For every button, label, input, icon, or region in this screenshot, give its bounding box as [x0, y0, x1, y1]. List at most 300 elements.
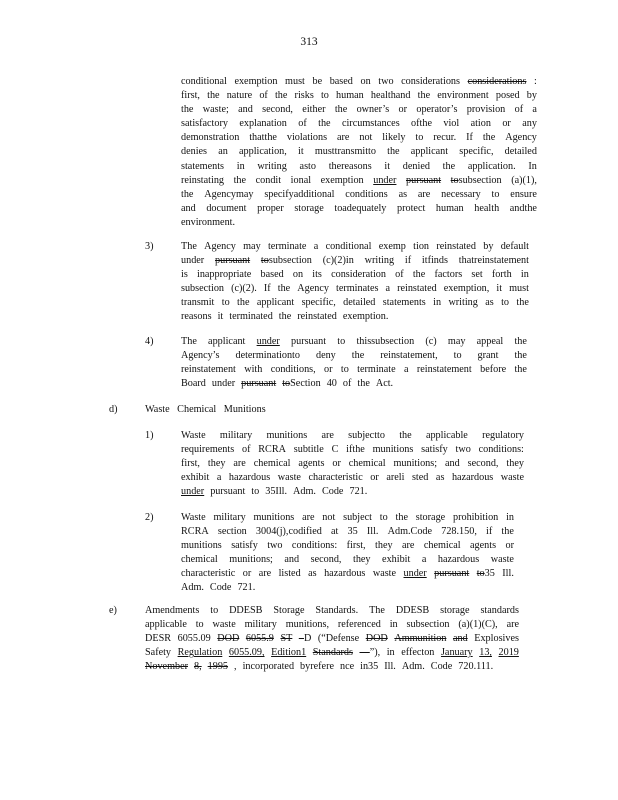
- word: are: [302, 512, 315, 523]
- text-line: [145, 618, 519, 632]
- word: the: [412, 269, 426, 281]
- word: human: [336, 90, 364, 102]
- word: sted: [411, 472, 429, 484]
- word: the: [501, 526, 514, 538]
- word: subsection: [406, 619, 450, 631]
- text-line: [181, 75, 537, 89]
- word: in: [389, 619, 398, 631]
- word: Waste: [181, 430, 206, 441]
- word: the: [278, 311, 292, 323]
- word: circumstances: [341, 118, 400, 130]
- word: application.: [467, 160, 516, 172]
- word: Code: [321, 486, 344, 498]
- word: as: [435, 472, 445, 484]
- word: health: [474, 202, 500, 214]
- word: munitions: [372, 444, 414, 456]
- word: conditions,: [270, 364, 316, 376]
- word: a: [313, 241, 319, 252]
- word: factors: [434, 269, 463, 281]
- word: 721.: [237, 582, 256, 594]
- word: (“Defense: [317, 633, 360, 645]
- text-line: [181, 511, 514, 525]
- word: nature: [226, 90, 253, 102]
- word: may: [243, 241, 261, 252]
- item-3-text: [181, 240, 529, 325]
- word: they: [375, 540, 393, 552]
- word: (a)(1)(C),: [458, 619, 498, 631]
- text-line: [181, 471, 524, 485]
- word: in: [520, 269, 529, 281]
- text-line: [181, 363, 527, 377]
- word: the: [207, 90, 220, 102]
- word: the: [399, 430, 412, 441]
- word: andthe: [509, 202, 537, 214]
- word: deny: [315, 350, 336, 362]
- word: to: [320, 90, 329, 102]
- word: the: [442, 160, 456, 172]
- word: they: [506, 458, 524, 470]
- word: military: [213, 512, 246, 523]
- word: or: [505, 540, 514, 552]
- item-d1-marker: 1): [145, 430, 154, 441]
- word: owner’s: [356, 104, 390, 116]
- word: 728.150,: [441, 526, 477, 538]
- word: 1995: [207, 661, 229, 673]
- word: ofthe: [411, 118, 432, 130]
- word: waste: [372, 568, 397, 580]
- word: in: [433, 297, 442, 309]
- word: the: [417, 90, 431, 102]
- word: the: [482, 132, 496, 144]
- text-line: [181, 188, 537, 202]
- word: protect: [397, 202, 426, 214]
- word: 6055.9: [245, 633, 274, 645]
- word: the: [351, 350, 365, 362]
- word: by: [526, 90, 537, 102]
- word: (c)(2)in: [322, 255, 354, 267]
- word: 35: [347, 526, 358, 538]
- word: human: [435, 202, 464, 214]
- word: waste: [277, 472, 301, 484]
- word: any: [522, 118, 537, 130]
- word: are: [401, 540, 415, 552]
- word: two: [455, 444, 471, 456]
- word: second,: [262, 104, 293, 116]
- word: statements: [382, 297, 426, 309]
- word: subtitle: [293, 444, 324, 456]
- word: denied: [402, 160, 430, 172]
- word: violations: [286, 132, 328, 144]
- text-line: [181, 525, 514, 539]
- word: ensure: [510, 188, 537, 200]
- word: Code: [209, 582, 232, 594]
- word: exemp: [378, 241, 406, 252]
- word: Adm.: [401, 661, 425, 673]
- word: DDESB: [395, 605, 430, 616]
- word: in: [386, 647, 395, 659]
- word: to35: [476, 568, 495, 580]
- word: Agency: [505, 132, 537, 144]
- word: to: [221, 297, 230, 309]
- word: considerations: [401, 76, 460, 87]
- word: :: [534, 76, 537, 87]
- word: not: [322, 512, 336, 523]
- word: specific,: [459, 146, 494, 158]
- word: on: [360, 76, 371, 87]
- word: Adm.Code: [387, 526, 433, 538]
- word: under: [181, 486, 205, 498]
- word: Edition1: [271, 647, 307, 659]
- text-line: [181, 377, 527, 391]
- word: standards: [480, 605, 519, 616]
- text-line: [181, 174, 537, 188]
- word: Ill.: [502, 568, 514, 580]
- word: inappropriate: [196, 269, 252, 281]
- word: in: [236, 160, 245, 172]
- word: transmit: [181, 297, 215, 309]
- word: likely: [382, 132, 406, 144]
- word: section: [217, 526, 247, 538]
- word: exemption: [234, 76, 278, 87]
- word: (c): [425, 336, 437, 347]
- text-line: [181, 581, 514, 595]
- text-line: [145, 604, 519, 618]
- word: specific,: [301, 297, 336, 309]
- word: a: [216, 472, 222, 484]
- word: DOD: [217, 633, 240, 645]
- word: military: [244, 619, 277, 631]
- word: and: [181, 202, 196, 214]
- word: 720.111.: [458, 661, 494, 673]
- word: RCRA: [181, 526, 209, 538]
- text-line: [145, 632, 519, 646]
- word: grant: [477, 350, 499, 362]
- page-number: 313: [300, 36, 318, 48]
- word: operator’s: [416, 104, 458, 116]
- word: the: [387, 146, 400, 158]
- word: to: [340, 364, 349, 376]
- word: in35: [360, 661, 379, 673]
- word: nce: [339, 661, 355, 673]
- word: a: [421, 554, 427, 566]
- word: of: [514, 104, 524, 116]
- word: or: [502, 118, 511, 130]
- word: conditions:: [291, 540, 338, 552]
- word: Waste: [181, 512, 206, 523]
- word: military: [219, 430, 253, 441]
- word: subjectto: [348, 430, 385, 441]
- word: or: [242, 568, 252, 580]
- section-d-heading: Waste Chemical Munitions: [145, 404, 266, 415]
- word: thereasons: [328, 160, 372, 172]
- word: they: [352, 554, 371, 566]
- word: exemption: [320, 174, 364, 186]
- word: Agency’s: [181, 350, 220, 362]
- word: 13,: [479, 647, 492, 659]
- word: a: [532, 104, 537, 116]
- word: it: [496, 283, 503, 295]
- word: satisfactory: [181, 118, 228, 130]
- text-line: [181, 117, 537, 131]
- word: DOD: [365, 633, 388, 645]
- text-line: [181, 539, 514, 553]
- word: munitions;: [229, 554, 273, 566]
- word: under: [373, 174, 397, 186]
- word: hazardous: [437, 554, 480, 566]
- text-line: [181, 429, 524, 443]
- word: are: [417, 188, 431, 200]
- word: byrefere: [300, 661, 334, 673]
- word: satisfy: [421, 444, 448, 456]
- word: not: [359, 132, 373, 144]
- item-d2-text: [181, 511, 514, 596]
- word: tosubsection: [450, 174, 502, 186]
- word: DDESB: [229, 605, 263, 616]
- word: provision: [466, 104, 506, 116]
- word: default: [500, 241, 529, 252]
- word: satisfy: [231, 540, 258, 552]
- text-line: [181, 254, 529, 268]
- word: and: [444, 458, 460, 470]
- word: under: [181, 255, 205, 267]
- word: based: [260, 269, 284, 281]
- word: hazardous: [228, 472, 271, 484]
- text-line: [181, 457, 524, 471]
- word: storage: [294, 202, 324, 214]
- word: second,: [310, 554, 342, 566]
- word: ional: [290, 174, 312, 186]
- word: first,: [346, 540, 366, 552]
- word: to: [491, 188, 500, 200]
- word: pursuant: [241, 378, 277, 390]
- word: reinstated: [297, 311, 337, 323]
- word: –D: [298, 633, 312, 645]
- word: necessary: [441, 188, 481, 200]
- word: environment.: [181, 216, 236, 228]
- word: exhibit: [181, 472, 210, 484]
- word: characteristic: [181, 568, 236, 580]
- word: waste: [500, 472, 524, 484]
- word: prohibition: [452, 512, 499, 523]
- word: posed: [495, 90, 520, 102]
- word: applicable: [425, 430, 468, 441]
- word: 721.: [349, 486, 368, 498]
- word: applicant: [208, 336, 246, 347]
- word: statements: [181, 160, 225, 172]
- word: exemption,: [443, 283, 490, 295]
- word: second,: [467, 458, 499, 470]
- text-line: [181, 145, 537, 159]
- word: pursuant: [210, 486, 246, 498]
- word: must: [285, 76, 305, 87]
- word: The: [369, 605, 385, 616]
- word: or: [324, 364, 333, 376]
- word: incorporated: [242, 661, 295, 673]
- word: conditional: [325, 241, 372, 252]
- word: to: [210, 605, 219, 616]
- word: reinstated: [436, 241, 476, 252]
- word: Safety: [145, 647, 172, 659]
- word: with: [244, 364, 263, 376]
- word: 6055.09,: [228, 647, 265, 659]
- word: Agency: [204, 241, 236, 252]
- word: pursuant: [406, 174, 442, 186]
- word: exhibit: [382, 554, 411, 566]
- text-line: [181, 485, 524, 499]
- word: chemical: [348, 458, 386, 470]
- word: the: [514, 364, 527, 376]
- word: a: [385, 283, 391, 295]
- item-d1-text: [181, 429, 524, 499]
- word: chemical: [423, 540, 461, 552]
- word: to: [337, 336, 346, 347]
- word: under: [403, 568, 427, 580]
- word: Agency: [297, 283, 329, 295]
- word: as: [398, 188, 408, 200]
- word: appeal: [476, 336, 504, 347]
- word: (c)(2).: [231, 283, 257, 295]
- word: munitions: [181, 540, 222, 552]
- word: agents: [470, 540, 497, 552]
- word: 2019: [498, 647, 519, 659]
- word: terminate: [357, 364, 396, 376]
- word: if: [404, 255, 412, 267]
- text-line: [181, 216, 537, 230]
- word: areli: [386, 472, 405, 484]
- word: Storage: [273, 605, 305, 616]
- word: the: [277, 283, 291, 295]
- word: the: [334, 104, 348, 116]
- word: are: [506, 619, 519, 631]
- word: by: [483, 241, 494, 252]
- word: are: [258, 568, 272, 580]
- word: it: [384, 160, 391, 172]
- word: denies: [181, 146, 208, 158]
- word: to: [453, 350, 462, 362]
- word: storage: [440, 605, 470, 616]
- word: 8,: [194, 661, 202, 673]
- word: recur.: [433, 132, 457, 144]
- word: risks: [294, 90, 314, 102]
- word: Act.: [375, 378, 394, 390]
- word: itfinds: [421, 255, 448, 267]
- word: pursuant: [215, 255, 251, 267]
- text-line: [181, 310, 529, 324]
- word: listed: [278, 568, 301, 580]
- word: consideration: [331, 269, 386, 281]
- word: RCRA: [258, 444, 286, 456]
- word: the: [233, 174, 247, 186]
- word: terminated: [229, 311, 273, 323]
- word: or: [370, 472, 379, 484]
- word: of: [241, 444, 251, 456]
- word: toSection: [282, 378, 321, 390]
- word: The: [181, 336, 197, 347]
- word: healthand: [370, 90, 411, 102]
- word: to: [251, 486, 260, 498]
- word: are: [233, 458, 246, 470]
- item-4-text: [181, 335, 527, 391]
- word: January: [440, 647, 473, 659]
- word: of: [298, 118, 307, 130]
- word: tion: [413, 241, 430, 252]
- word: the: [237, 297, 250, 309]
- text-line: [181, 567, 514, 581]
- text-line: [181, 240, 529, 254]
- word: regulatory: [482, 430, 524, 441]
- word: are: [336, 132, 350, 144]
- word: explanation: [239, 118, 287, 130]
- word: the: [181, 188, 194, 200]
- word: its: [312, 269, 322, 281]
- word: at: [331, 526, 339, 538]
- word: (a)(1),: [511, 174, 537, 186]
- word: the: [181, 104, 194, 116]
- word: writing: [257, 160, 287, 172]
- text-line: [181, 282, 529, 296]
- section-e-marker: e): [109, 605, 117, 616]
- word: writing: [448, 297, 478, 309]
- word: Explosives: [474, 633, 519, 645]
- word: munitions: [266, 430, 308, 441]
- word: 6055.09: [177, 633, 211, 645]
- word: are: [321, 430, 334, 441]
- word: of: [342, 378, 352, 390]
- word: reinstatement: [181, 364, 236, 376]
- word: to: [379, 512, 388, 523]
- item-d2-marker: 2): [145, 512, 154, 523]
- word: ation: [470, 118, 491, 130]
- word: of: [395, 269, 404, 281]
- item-4-marker: 4): [145, 336, 154, 347]
- word: effecton: [401, 647, 435, 659]
- word: applicant: [410, 146, 449, 158]
- word: to: [195, 619, 204, 631]
- word: musttransmitto: [314, 146, 376, 158]
- word: environment: [437, 90, 489, 102]
- word: to: [501, 297, 510, 309]
- word: applicant: [256, 297, 295, 309]
- word: the: [274, 90, 288, 102]
- word: pursuant: [434, 568, 470, 580]
- word: considerations: [467, 76, 527, 87]
- word: hazardous: [451, 472, 494, 484]
- word: viol: [443, 118, 460, 130]
- word: set: [471, 269, 483, 281]
- word: If: [263, 283, 271, 295]
- text-line: [145, 646, 519, 660]
- word: 35Ill.: [265, 486, 288, 498]
- word: DESR: [145, 633, 172, 645]
- paragraph-c2-continuation: [181, 75, 537, 230]
- word: may: [447, 336, 466, 347]
- word: they: [207, 458, 226, 470]
- word: Amendments: [145, 605, 200, 616]
- word: specifyadditional: [264, 188, 335, 200]
- word: pursuant: [291, 336, 327, 347]
- word: waste: [212, 619, 236, 631]
- word: ifthe: [346, 444, 365, 456]
- word: terminates: [336, 283, 379, 295]
- word: reasons: [181, 311, 212, 323]
- word: —”),: [359, 647, 381, 659]
- word: of: [259, 90, 268, 102]
- word: and: [452, 633, 468, 645]
- text-line: [181, 335, 527, 349]
- word: waste;: [202, 104, 229, 116]
- word: Regulation: [177, 647, 223, 659]
- word: the: [318, 118, 331, 130]
